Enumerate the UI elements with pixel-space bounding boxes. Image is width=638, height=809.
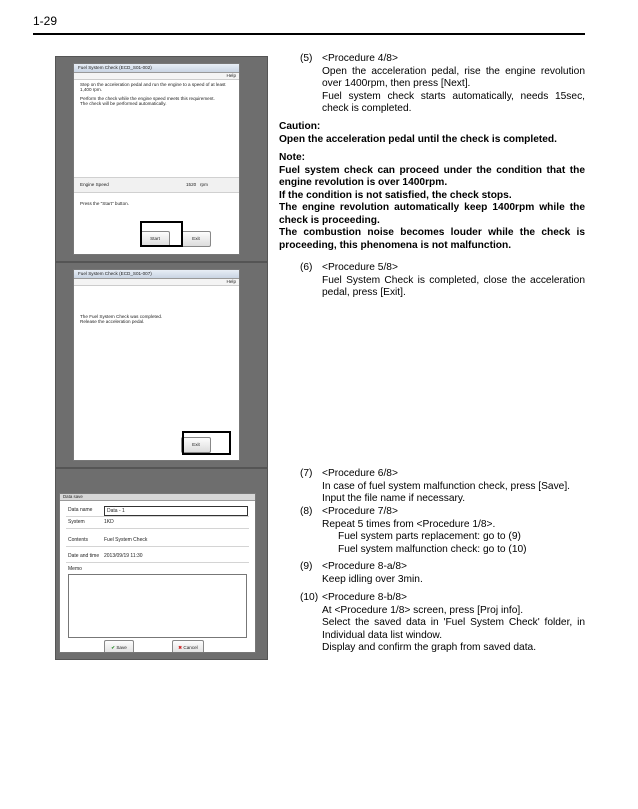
- help-menu[interactable]: Help: [74, 73, 239, 80]
- date-time-label: Date and time: [68, 553, 100, 559]
- caution-label: Caution:: [279, 121, 321, 132]
- step-text: Display and confirm the graph from saved data.: [322, 642, 537, 653]
- cancel-button[interactable]: [172, 640, 204, 653]
- note-text: Fuel system check can proceed under the condition that the engine revolution is over 1400rpm.: [279, 164, 585, 188]
- step-title: <Procedure 8-a/8>: [322, 561, 407, 572]
- dialog-title: Fuel System Check (ECD_S01-007): [74, 270, 239, 279]
- memo-label: Memo: [68, 566, 82, 572]
- screenshot-data-save: [55, 468, 268, 660]
- note-text: The combustion noise becomes louder while the check is proceeding, this phenomena is not malfunction.: [279, 227, 585, 251]
- caution-block: [279, 121, 585, 146]
- start-button[interactable]: Start: [140, 231, 170, 247]
- engine-speed-unit: rpm: [200, 182, 208, 187]
- step-text: Fuel system check starts automatically, needs 15sec, check is completed.: [322, 90, 585, 114]
- save-label: Save: [116, 645, 127, 650]
- note-label: Note:: [279, 152, 306, 163]
- step-title: <Procedure 5/8>: [322, 262, 398, 273]
- step-text: Fuel System Check is completed, close the acceleration pedal, press [Exit].: [322, 274, 585, 298]
- step-7: [300, 468, 585, 506]
- system-row: [66, 516, 249, 529]
- instruction-line: Step on the acceleration pedal and run the engine to a speed of at least 1,400 rpm.: [80, 82, 226, 93]
- engine-speed-label: Engine Speed: [80, 182, 109, 187]
- step-title: <Procedure 6/8>: [322, 468, 398, 479]
- note-block: [279, 152, 585, 252]
- instruction-text: [80, 82, 233, 107]
- step-8: [300, 506, 585, 556]
- prompt-text: Press the "Start" button.: [80, 201, 129, 206]
- date-time-row: [66, 550, 249, 563]
- instruction-line: The check will be performed automatically.: [80, 101, 167, 107]
- completion-text: [80, 314, 233, 325]
- header-rule: [33, 33, 585, 35]
- start-button-highlight: [140, 221, 183, 247]
- cancel-x-icon: ✖: [178, 645, 183, 650]
- system-value: 1KD: [104, 519, 114, 525]
- step-number: (6): [300, 262, 313, 273]
- step-text: Keep idling over 3min.: [322, 573, 423, 585]
- page-number: 1-29: [33, 14, 58, 28]
- step-text: Repeat 5 times from <Procedure 1/8>.: [322, 518, 496, 530]
- step-text: In case of fuel system malfunction check, press [Save].: [322, 480, 571, 492]
- completion-line: Release the acceleration pedal.: [80, 319, 145, 325]
- step-number: (7): [300, 468, 313, 479]
- help-menu[interactable]: Help: [74, 279, 239, 286]
- instruction-line: Perform the check while the engine speed meets this requirement.: [80, 95, 215, 101]
- step-number: (10): [300, 592, 319, 603]
- contents-row: [66, 534, 249, 547]
- cancel-label: Cancel: [183, 645, 198, 650]
- dialog-title: Fuel System Check (ECD_S01-002): [74, 64, 239, 73]
- step-10: [300, 592, 585, 655]
- step-9: [300, 561, 585, 586]
- contents-value: Fuel System Check: [104, 537, 148, 543]
- data-name-label: Data name: [68, 507, 93, 513]
- screenshot-fuel-system-check-complete: [55, 262, 268, 468]
- note-text: The engine revolution automatically keep 1400rpm while the check is proceeding.: [279, 202, 585, 226]
- check-icon: ✔: [111, 645, 116, 650]
- step-title: <Procedure 7/8>: [322, 506, 398, 517]
- exit-button[interactable]: Exit: [181, 231, 211, 247]
- system-label: System: [68, 519, 85, 525]
- step-text: At <Procedure 1/8> screen, press [Proj info].: [322, 604, 524, 616]
- step-number: (8): [300, 506, 313, 517]
- contents-label: Contents: [68, 537, 89, 543]
- data-save-title: Data save: [60, 494, 255, 501]
- engine-speed-row: [74, 177, 239, 193]
- step-subitem: Fuel system parts replacement: go to (9): [338, 531, 521, 542]
- completion-line: The Fuel System Check was completed.: [80, 314, 163, 319]
- engine-speed-value: 1520: [186, 182, 197, 187]
- step-text: Input the file name if necessary.: [322, 493, 466, 504]
- step-title: <Procedure 4/8>: [322, 53, 398, 64]
- step-subitem: Fuel system malfunction check: go to (10): [338, 543, 527, 555]
- exit-button-highlight: [182, 431, 231, 455]
- step-6: [300, 262, 585, 300]
- step-number: (5): [300, 53, 313, 64]
- exit-button[interactable]: Exit: [181, 437, 211, 453]
- step-title: <Procedure 8-b/8>: [322, 592, 407, 603]
- save-button[interactable]: [104, 640, 134, 653]
- caution-text: Open the acceleration pedal until the check is completed.: [279, 133, 557, 145]
- step-number: (9): [300, 561, 313, 572]
- screenshot-fuel-system-check-start: [55, 56, 268, 262]
- data-name-input[interactable]: Data - 1: [104, 506, 248, 516]
- memo-field[interactable]: [68, 574, 247, 638]
- note-text: If the condition is not satisfied, the check stops.: [279, 189, 512, 201]
- step-text: Select the saved data in 'Fuel System Check' folder, in Individual data list window.: [322, 617, 585, 641]
- step-5: [300, 53, 585, 116]
- data-save-window: [59, 493, 256, 653]
- date-time-value: 2013/09/19 11:30: [104, 553, 143, 559]
- step-text: Open the acceleration pedal, rise the engine revolution over 1400rpm, then press [Next].: [322, 65, 585, 89]
